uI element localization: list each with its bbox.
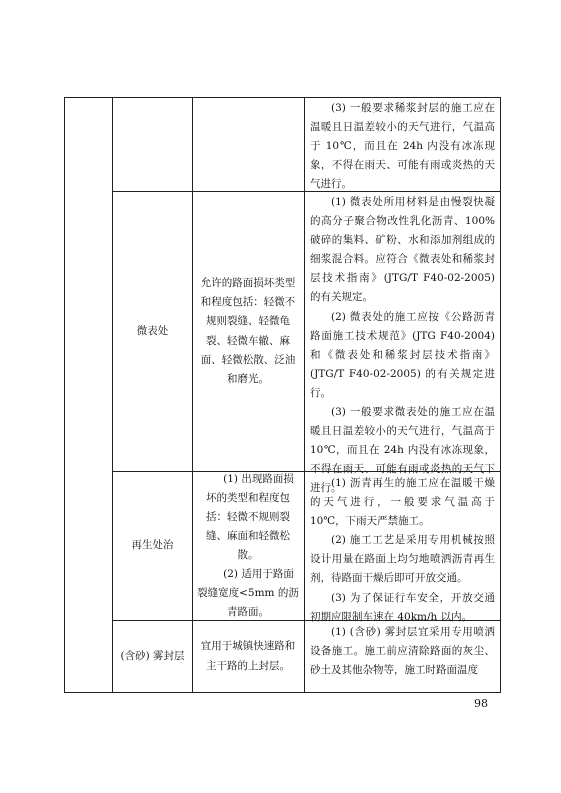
table-border-left [64,97,65,693]
table-border-top [64,97,501,98]
row3-scope-cell [198,621,298,692]
row2-category: 再生处治 [131,539,174,552]
row2-requirements-cell [310,474,495,627]
row3-category: (含砂) 雾封层 [120,649,185,662]
table-border-bottom [64,692,501,693]
table-divider-2 [192,97,193,693]
row2-requirement-2: (2) 施工工艺是采用专用机械按照设计用量在路面上均匀地喷洒沥青再生剂，待路面干燥后即可开放交通。 [310,534,495,585]
row3-category-cell [116,621,189,692]
row1-requirement-1: (1) 微表处所用材料是由慢裂快凝的高分子聚合物改性乳化沥青、100%破碎的集料、矿粉、水和添加剂组成的细浆混合料。应符合《微表处和稀浆封层技术指南》(JTG/T F40-02-2005) 的有关规定。 [310,196,495,304]
row2-category-cell [113,472,192,620]
row1-requirement-3: (3) 一般要求微表处的施工应在温暖且日温差较小的天气进行，气温高于 10℃，而且在 24h 内没有冰冻现象，不得在雨天、可能有雨或炎热的天气下进行。 [310,406,495,495]
row0-requirement-3: (3) 一般要求稀浆封层的施工应在温暖且日温差较小的天气进行，气温高于 10℃，而且在 24h 内没有冰冻现象，不得在雨天、可能有雨或炎热的天气进行。 [310,102,495,191]
row2-requirement-3: (3) 为了保证行车安全，开放交通初期应限制车速在 40km/h 以内。 [310,591,495,623]
table-divider-3 [304,97,305,693]
row3-requirement-1: (1) (含砂) 雾封层宜采用专用喷洒设备施工。施工前应清除路面的灰尘、砂土及其他杂物等，施工时路面温度 [310,626,495,677]
row1-scope: 允许的路面损坏类型和程度包括：轻微不规则裂缝、轻微龟裂、轻微车辙、麻面、轻微松散、泛油和磨光。 [200,277,296,385]
page-number: 98 [474,697,488,710]
table-border-right [500,97,501,693]
row0-requirements-cell [310,99,495,194]
row1-requirements-cell [310,193,495,499]
row1-scope-cell [196,192,300,471]
row3-scope: 宜用于城镇快速路和主干路的上封层。 [200,640,296,672]
row1-category-cell [113,192,192,471]
row2-scope-item-2: (2) 适用于路面裂缝宽度<5mm 的沥青路面。 [197,568,299,619]
row2-scope-item-1: (1) 出现路面损坏的类型和程度包括：轻微不规则裂缝、麻面和轻微松散。 [206,472,294,561]
row1-category: 微表处 [136,324,169,337]
row2-requirement-1: (1) 沥青再生的施工应在温暖干燥的天气进行，一般要求气温高于 10℃，下雨天严禁施工。 [310,477,495,528]
row1-requirement-2: (2) 微表处的施工应按《公路沥青路面施工技术规范》(JTG F40-2004) 和《微表处和稀浆封层技术指南》(JTG/T F40-02-2005) 的有关规定进行。 [310,310,495,399]
row2-scope-cell [197,472,299,620]
row3-requirements-cell [310,623,495,680]
